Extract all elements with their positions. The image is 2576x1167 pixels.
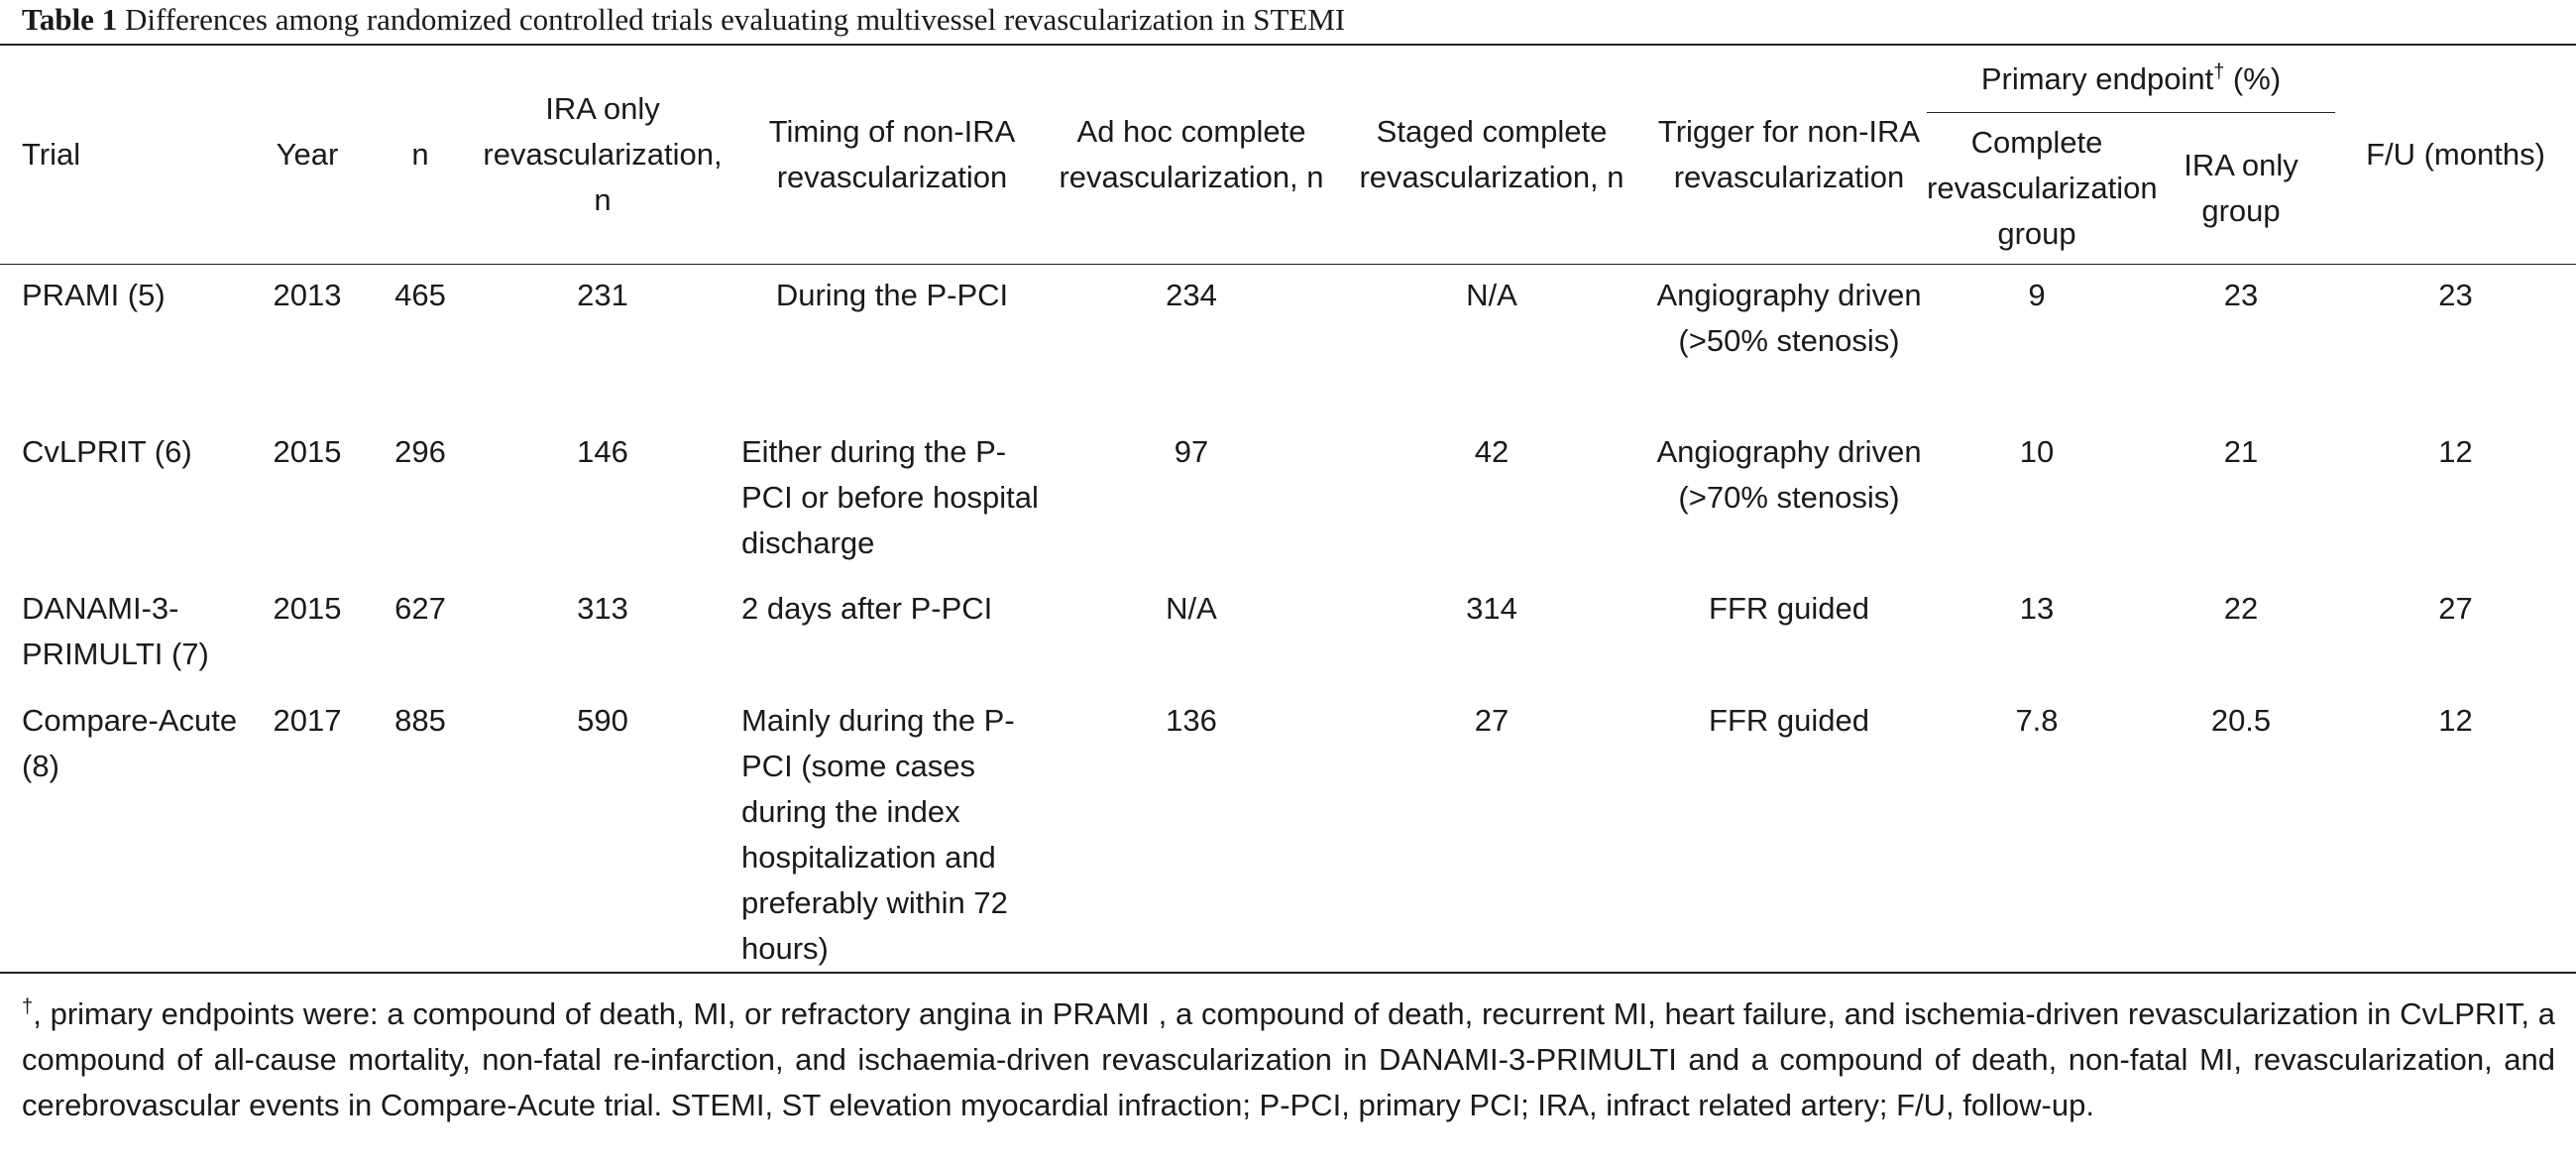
cell-ira-only: 590 [577, 703, 628, 738]
cell-complete: 9 [2028, 278, 2046, 312]
cell-fu: 12 [2438, 703, 2473, 738]
cell-staged: 314 [1466, 591, 1517, 626]
header-ira-group: IRA only group [2147, 113, 2335, 265]
cell-trigger: Angiography driven (>50% stenosis) [1656, 278, 1922, 358]
cell-adhoc: 234 [1166, 278, 1217, 312]
cell-n: 465 [394, 278, 446, 312]
header-primary-endpoint [1927, 45, 2335, 113]
cell-trigger: FFR guided [1709, 591, 1869, 626]
cell-staged: 27 [1474, 703, 1510, 738]
cell-staged: N/A [1466, 278, 1517, 312]
cell-ira-group: 20.5 [2210, 703, 2272, 738]
cell-timing: During the P-PCI [775, 278, 1009, 312]
cell-timing: Either during the P-PCI or before hospital discharge [741, 434, 1039, 560]
table-row [0, 578, 2576, 690]
cell-staged: 42 [1474, 434, 1510, 469]
header-n: n [411, 137, 429, 172]
cell-complete: 13 [2019, 591, 2055, 626]
cell-ira-only: 146 [577, 434, 628, 469]
table-caption [22, 2, 1345, 38]
cell-n: 627 [394, 591, 446, 626]
header-trigger: Trigger for non-IRA revascularization [1657, 114, 1921, 194]
cell-trial: PRAMI (5) [22, 278, 166, 312]
caption-label: Table 1 [22, 2, 118, 37]
table-row [0, 265, 2576, 422]
dagger-mark: † [2213, 60, 2225, 83]
cell-trigger: Angiography driven (>70% stenosis) [1656, 434, 1922, 515]
cell-adhoc: 136 [1166, 703, 1217, 738]
header-complete-group: Complete revascularization group [1927, 113, 2147, 265]
cell-year: 2015 [273, 434, 342, 469]
header-staged: Staged complete revascularization, n [1359, 114, 1624, 194]
header-adhoc: Ad hoc complete revascularization, n [1059, 114, 1324, 194]
primary-endpoint-label: Primary endpoint [1980, 60, 2214, 96]
cell-trial: DANAMI-3-PRIMULTI (7) [22, 591, 209, 671]
cell-timing: Mainly during the P-PCI (some cases during the index hospitalization and preferably within 72 hours) [741, 703, 1015, 966]
table-body [0, 265, 2576, 974]
cell-ira-group: 22 [2223, 591, 2259, 626]
primary-endpoint-unit: (%) [2224, 60, 2282, 96]
cell-ira-group: 23 [2223, 278, 2259, 312]
footnote-dagger: † [22, 995, 34, 1018]
cell-fu: 27 [2438, 591, 2473, 626]
cell-ira-only: 231 [577, 278, 628, 312]
table-row [0, 421, 2576, 578]
cell-complete: 7.8 [2015, 703, 2059, 738]
header-ira-only: IRA only revascularization, n [483, 91, 723, 217]
header-trial: Trial [22, 137, 81, 172]
cell-timing: 2 days after P-PCI [741, 591, 993, 626]
header-year: Year [276, 137, 339, 172]
cell-trial: CvLPRIT (6) [22, 434, 192, 469]
cell-fu: 23 [2438, 278, 2473, 312]
trials-table [0, 44, 2576, 974]
cell-adhoc: 97 [1174, 434, 1209, 469]
header-fu: F/U (months) [2366, 137, 2545, 172]
cell-trigger: FFR guided [1709, 703, 1869, 738]
cell-n: 885 [394, 703, 446, 738]
cell-fu: 12 [2438, 434, 2473, 469]
table-header [0, 45, 2576, 265]
cell-complete: 10 [2019, 434, 2055, 469]
cell-ira-group: 21 [2223, 434, 2259, 469]
caption-text: Differences among randomized controlled trials evaluating multivessel revascularization in STEMI [124, 2, 1346, 37]
cell-year: 2015 [273, 591, 342, 626]
footnote-text: , primary endpoints were: a compound of death, MI, or refractory angina in PRAMI , a compound of death, recurrent MI, heart failure, and ischemia-driven revascularization in CvLPRIT, a compound of all-cause mortality, non-fatal re-infarction, and ischaemia-driven revascularization in DANAMI-3-PRIMULTI and a compound of death, non-fatal MI, revascularization, and cerebrovascular events in Compare-Acute trial. STEMI, ST elevation myocardial infraction; P-PCI, primary PCI; IRA, infract related artery; F/U, follow-up. [22, 996, 2555, 1122]
cell-ira-only: 313 [577, 591, 628, 626]
cell-adhoc: N/A [1166, 591, 1217, 626]
table-row [0, 690, 2576, 973]
cell-trial: Compare-Acute (8) [22, 703, 238, 783]
cell-n: 296 [394, 434, 446, 469]
header-timing: Timing of non-IRA revascularization [768, 114, 1016, 194]
cell-year: 2013 [273, 278, 342, 312]
cell-year: 2017 [273, 703, 342, 738]
table-footnote [22, 992, 2555, 1128]
